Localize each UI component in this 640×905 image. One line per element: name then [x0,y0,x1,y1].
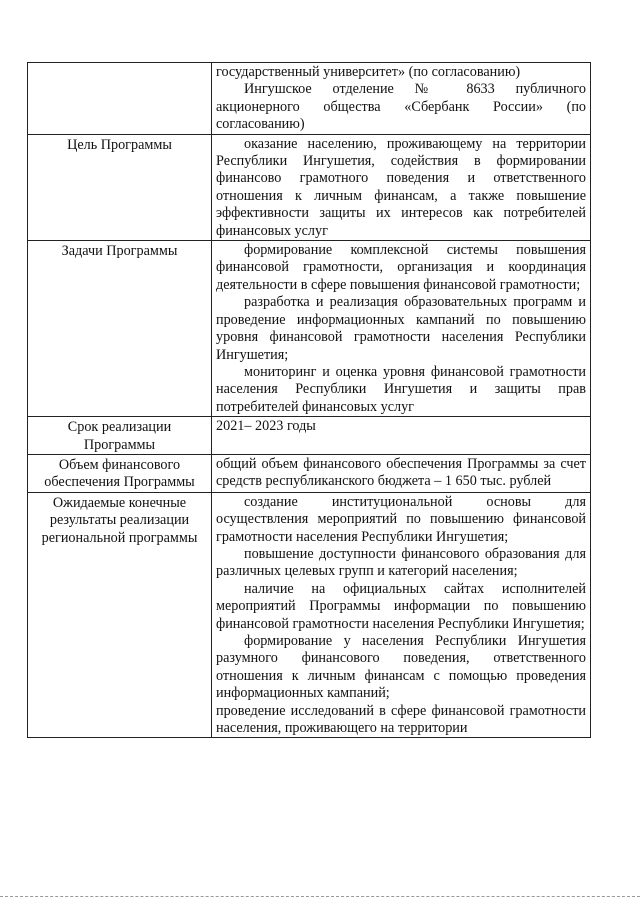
paragraph: создание институциональной основы для осуществления мероприятий по повышению финансовой грамотности населения Республики Ингушетия; [216,493,586,545]
table-row [28,241,591,417]
paragraph: проведение исследований в сфере финансовой грамотности населения, проживающего на территории [216,702,586,737]
paragraph: 2021– 2023 годы [216,418,316,435]
paragraph: мониторинг и оценка уровня финансовой грамотности населения Республики Ингушетия и защиты прав потребителей финансовых услуг [216,363,586,415]
row-label: Срок реализации Программы [28,417,212,455]
table-row [28,454,591,492]
table-row [28,417,591,455]
program-passport-table [27,62,591,738]
paragraph: повышение доступности финансового образования для различных целевых групп и категорий населения; [216,545,586,580]
row-value [212,417,591,455]
row-label: Объем финансового обеспечения Программы [28,454,212,492]
row-label: Задачи Программы [28,241,212,417]
paragraph: формирование комплексной системы повышения финансовой грамотности, организация и координация деятельности в сфере повышения финансовой грамотности; [216,242,586,293]
row-value [212,454,591,492]
paragraph: наличие на официальных сайтах исполнителей мероприятий Программы информации по повышению финансовой грамотности населения Республики Ингушетия; [216,580,586,632]
row-label [28,63,212,135]
table-row [28,134,591,240]
paragraph: общий объем финансового обеспечения Программы за счет средств республиканского бюджета – 1 650 тыс. рублей [216,455,586,490]
scan-edge-divider [0,896,640,897]
table-row [28,63,591,135]
row-value [212,492,591,738]
table-row [28,492,591,738]
paragraph: Ингушское отделение № 8633 публичного акционерного общества «Сбербанк России» (по согласованию) [216,81,586,133]
row-value [212,63,591,135]
paragraph: оказание населению, проживающему на территории Республики Ингушетия, содействия в формировании финансово грамотного поведения и ответственного отношения к личным финансам, а также повышение эффективности защиты их интересов как потребителей финансовых услуг [216,135,586,239]
row-value [212,134,591,240]
paragraph: формирование у населения Республики Ингушетия разумного финансового поведения, ответственного отношения к личным финансам с помощью проведения информационных кампаний; [216,633,586,702]
paragraph: разработка и реализация образовательных программ и проведение информационных кампаний по повышению уровня финансовой грамотности населения Республики Ингушетия; [216,294,586,363]
row-label: Цель Программы [28,134,212,240]
row-value [212,241,591,417]
row-label: Ожидаемые конечные результаты реализации региональной программы [28,492,212,738]
paragraph: государственный университет» (по согласованию) [216,64,521,80]
